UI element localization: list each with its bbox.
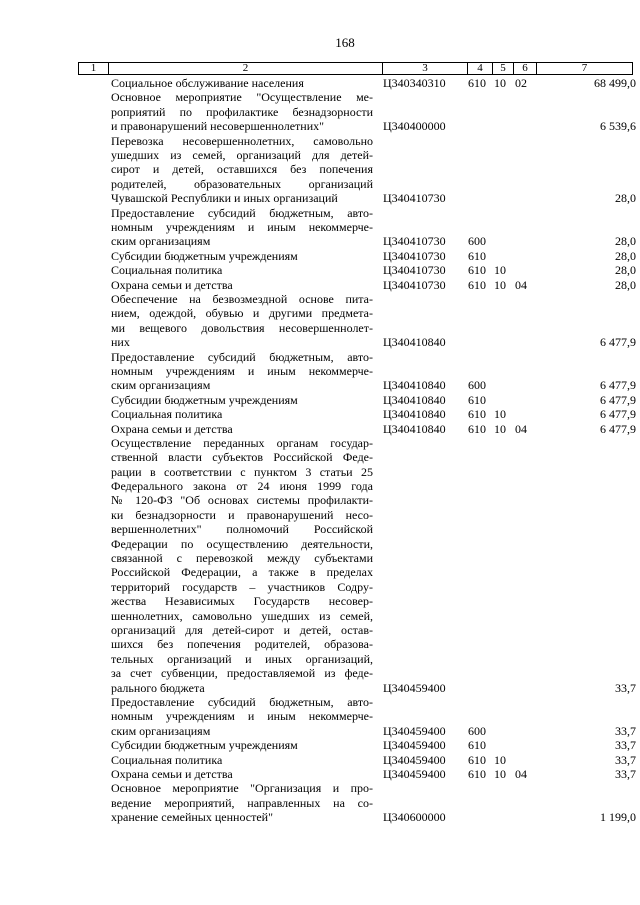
row-code: Ц340340310	[383, 76, 446, 90]
row-name-line: территорий государств – участников Содру-	[111, 579, 373, 594]
table-row	[0, 249, 640, 263]
row-name-line: и правонарушений несовершеннолетних"	[111, 119, 325, 134]
row-name-line: организаций для детей-сирот и детей, остав-	[111, 622, 373, 637]
row-amount: 28,0	[615, 277, 636, 292]
table-row	[0, 278, 640, 292]
row-name-line: за счет субвенции, предоставляемой из феде-	[111, 666, 373, 681]
row-section: 10	[494, 263, 506, 278]
row-amount: 28,0	[615, 234, 636, 249]
row-code: Ц340459400	[383, 723, 446, 738]
header-col-4: 4	[477, 62, 483, 74]
table-row	[0, 767, 640, 781]
row-amount: 28,0	[615, 263, 636, 278]
row-name-line: ственной власти субъектов Российской Феде-	[111, 450, 373, 465]
table-row	[0, 263, 640, 277]
row-name-line: жества Независимых Государств несовер-	[111, 594, 373, 609]
row-name-line: хранение семейных ценностей"	[111, 810, 273, 825]
row-expense-type: 610	[468, 421, 486, 436]
row-expense-type: 600	[468, 378, 486, 393]
row-expense-type: 610	[468, 263, 486, 278]
table-row	[0, 350, 640, 393]
row-name-line: роприятий по профилактике безнадзорности	[111, 104, 373, 119]
row-amount: 28,0	[615, 248, 636, 263]
row-name-line: вершеннолетних" полномочий Российской	[111, 522, 373, 537]
row-name-line: тельных организаций и иных организаций,	[111, 651, 373, 666]
row-name-line: ушедших из семей, организаций для детей-	[111, 147, 373, 162]
table-row	[0, 436, 640, 695]
table-header	[78, 62, 633, 75]
row-code: Ц340459400	[383, 680, 446, 695]
table-row	[0, 292, 640, 350]
row-name-line: номным учреждениям и иным некоммерче-	[111, 219, 373, 234]
table-row	[0, 90, 640, 133]
table-row	[0, 422, 640, 436]
table-row	[0, 753, 640, 767]
row-code: Ц340600000	[383, 810, 446, 825]
row-amount: 33,7	[615, 752, 636, 767]
row-name-line: Федерального закона от 24 июня 1999 года	[111, 479, 373, 494]
row-name-line: Субсидии бюджетным учреждениям	[111, 248, 298, 263]
row-expense-type: 610	[468, 407, 486, 422]
row-name-line: Осуществление переданных органам государ-	[111, 435, 373, 450]
table-row	[0, 781, 640, 824]
row-code: Ц340459400	[383, 752, 446, 767]
row-amount: 33,7	[615, 767, 636, 782]
row-name-line: Российской Федерации, а также в пределах	[111, 565, 373, 580]
row-name-line: Социальное обслуживание населения	[111, 76, 304, 90]
row-code: Ц340410730	[383, 263, 446, 278]
row-code: Ц340410730	[383, 248, 446, 263]
row-name-line: Предоставление субсидий бюджетным, авто-	[111, 349, 373, 364]
row-amount: 6 477,9	[600, 407, 636, 422]
row-subsection: 04	[515, 421, 527, 436]
row-subsection: 02	[515, 76, 527, 90]
row-code: Ц340410840	[383, 407, 446, 422]
row-name-line: рации в соответствии с пунктом 3 статьи 25	[111, 464, 373, 479]
table-row	[0, 738, 640, 752]
row-expense-type: 610	[468, 752, 486, 767]
row-expense-type: 610	[468, 248, 486, 263]
row-amount: 6 477,9	[600, 421, 636, 436]
header-col-6: 6	[522, 62, 528, 74]
row-name-line: нием, одеждой, обувью и другими предмета-	[111, 306, 373, 321]
row-name-line: номным учреждениям и иным некоммерче-	[111, 363, 373, 378]
row-code: Ц340459400	[383, 767, 446, 782]
row-name-line: ми вещевого довольствия несовершеннолет-	[111, 320, 373, 335]
row-code: Ц340410840	[383, 335, 446, 350]
row-amount: 68 499,0	[594, 76, 636, 90]
row-section: 10	[494, 767, 506, 782]
row-name-line: Обеспечение на безвозмездной основе пита-	[111, 291, 373, 306]
row-name-line: Субсидии бюджетным учреждениям	[111, 392, 298, 407]
row-amount: 28,0	[615, 191, 636, 206]
row-name-line: Социальная политика	[111, 752, 223, 767]
row-code: Ц340410730	[383, 191, 446, 206]
row-expense-type: 610	[468, 738, 486, 753]
row-code: Ц340410840	[383, 378, 446, 393]
row-name-line: Предоставление субсидий бюджетным, авто-	[111, 205, 373, 220]
table-body	[0, 76, 640, 825]
row-name-line: номным учреждениям и иным некоммерче-	[111, 709, 373, 724]
row-amount: 33,7	[615, 723, 636, 738]
row-section: 10	[494, 277, 506, 292]
row-name-line: Социальная политика	[111, 263, 223, 278]
row-amount: 33,7	[615, 738, 636, 753]
row-expense-type: 600	[468, 723, 486, 738]
row-code: Ц340410840	[383, 392, 446, 407]
row-expense-type: 610	[468, 767, 486, 782]
header-col-7: 7	[581, 62, 588, 74]
row-name-line: ским организациям	[111, 234, 211, 249]
row-name-line: шихся без попечения родителей, образова-	[111, 637, 373, 652]
row-section: 10	[494, 76, 506, 90]
header-col-1: 1	[90, 62, 97, 74]
row-expense-type: 600	[468, 234, 486, 249]
row-section: 10	[494, 752, 506, 767]
table-row	[0, 206, 640, 249]
row-name-line: ки безнадзорности и правонарушений несо-	[111, 507, 373, 522]
table-row	[0, 393, 640, 407]
row-amount: 6 477,9	[600, 335, 636, 350]
row-subsection: 04	[515, 277, 527, 292]
row-section: 10	[494, 421, 506, 436]
row-amount: 6 477,9	[600, 392, 636, 407]
row-name-line: № 120-ФЗ "Об основах системы профилакти-	[111, 493, 373, 508]
row-name-line: Охрана семьи и детства	[111, 767, 233, 782]
page-number: 168	[335, 35, 355, 50]
row-code: Ц340410730	[383, 234, 446, 249]
row-name-line: рального бюджета	[111, 680, 205, 695]
row-name-line: Чувашской Республики и иных организаций	[111, 191, 338, 206]
row-amount: 6 477,9	[600, 378, 636, 393]
row-expense-type: 610	[468, 277, 486, 292]
row-name-line: Основное мероприятие "Организация и про-	[111, 781, 373, 796]
row-name-line: ским организациям	[111, 378, 211, 393]
header-col-2: 2	[242, 62, 249, 74]
row-name-line: них	[111, 335, 130, 350]
row-name-line: сирот и детей, оставшихся без попечения	[111, 162, 373, 177]
row-name-line: Охрана семьи и детства	[111, 421, 233, 436]
row-section: 10	[494, 407, 506, 422]
row-amount: 1 199,0	[600, 810, 636, 825]
header-col-5: 5	[500, 62, 506, 74]
row-code: Ц340410840	[383, 421, 446, 436]
row-name-line: Основное мероприятие "Осуществление ме-	[111, 90, 373, 105]
row-expense-type: 610	[468, 392, 486, 407]
row-code: Ц340459400	[383, 738, 446, 753]
row-amount: 6 539,6	[600, 119, 636, 134]
row-name-line: Предоставление субсидий бюджетным, авто-	[111, 695, 373, 710]
row-code: Ц340400000	[383, 119, 446, 134]
row-name-line: родителей, образовательных организаций	[111, 176, 373, 191]
row-name-line: связанной с перевозкой между субъектами	[111, 551, 373, 566]
table-row	[0, 695, 640, 738]
table-row	[0, 407, 640, 421]
row-name-line: Охрана семьи и детства	[111, 277, 233, 292]
row-name-line: Субсидии бюджетным учреждениям	[111, 738, 298, 753]
row-name-line: Социальная политика	[111, 407, 223, 422]
row-expense-type: 610	[468, 76, 486, 90]
row-subsection: 04	[515, 767, 527, 782]
row-name-line: ским организациям	[111, 723, 211, 738]
row-amount: 33,7	[615, 680, 636, 695]
row-name-line: шеннолетних, самовольно ушедших из семей,	[111, 608, 373, 623]
table-row	[0, 76, 640, 90]
row-code: Ц340410730	[383, 277, 446, 292]
row-name-line: ведение мероприятий, направленных на со-	[111, 795, 373, 810]
row-name-line: Перевозка несовершеннолетних, самовольно	[111, 133, 373, 148]
row-name-line: Федерации по осуществлению деятельности,	[111, 536, 373, 551]
header-col-3: 3	[422, 62, 428, 74]
row-name	[111, 436, 373, 695]
table-row	[0, 134, 640, 206]
